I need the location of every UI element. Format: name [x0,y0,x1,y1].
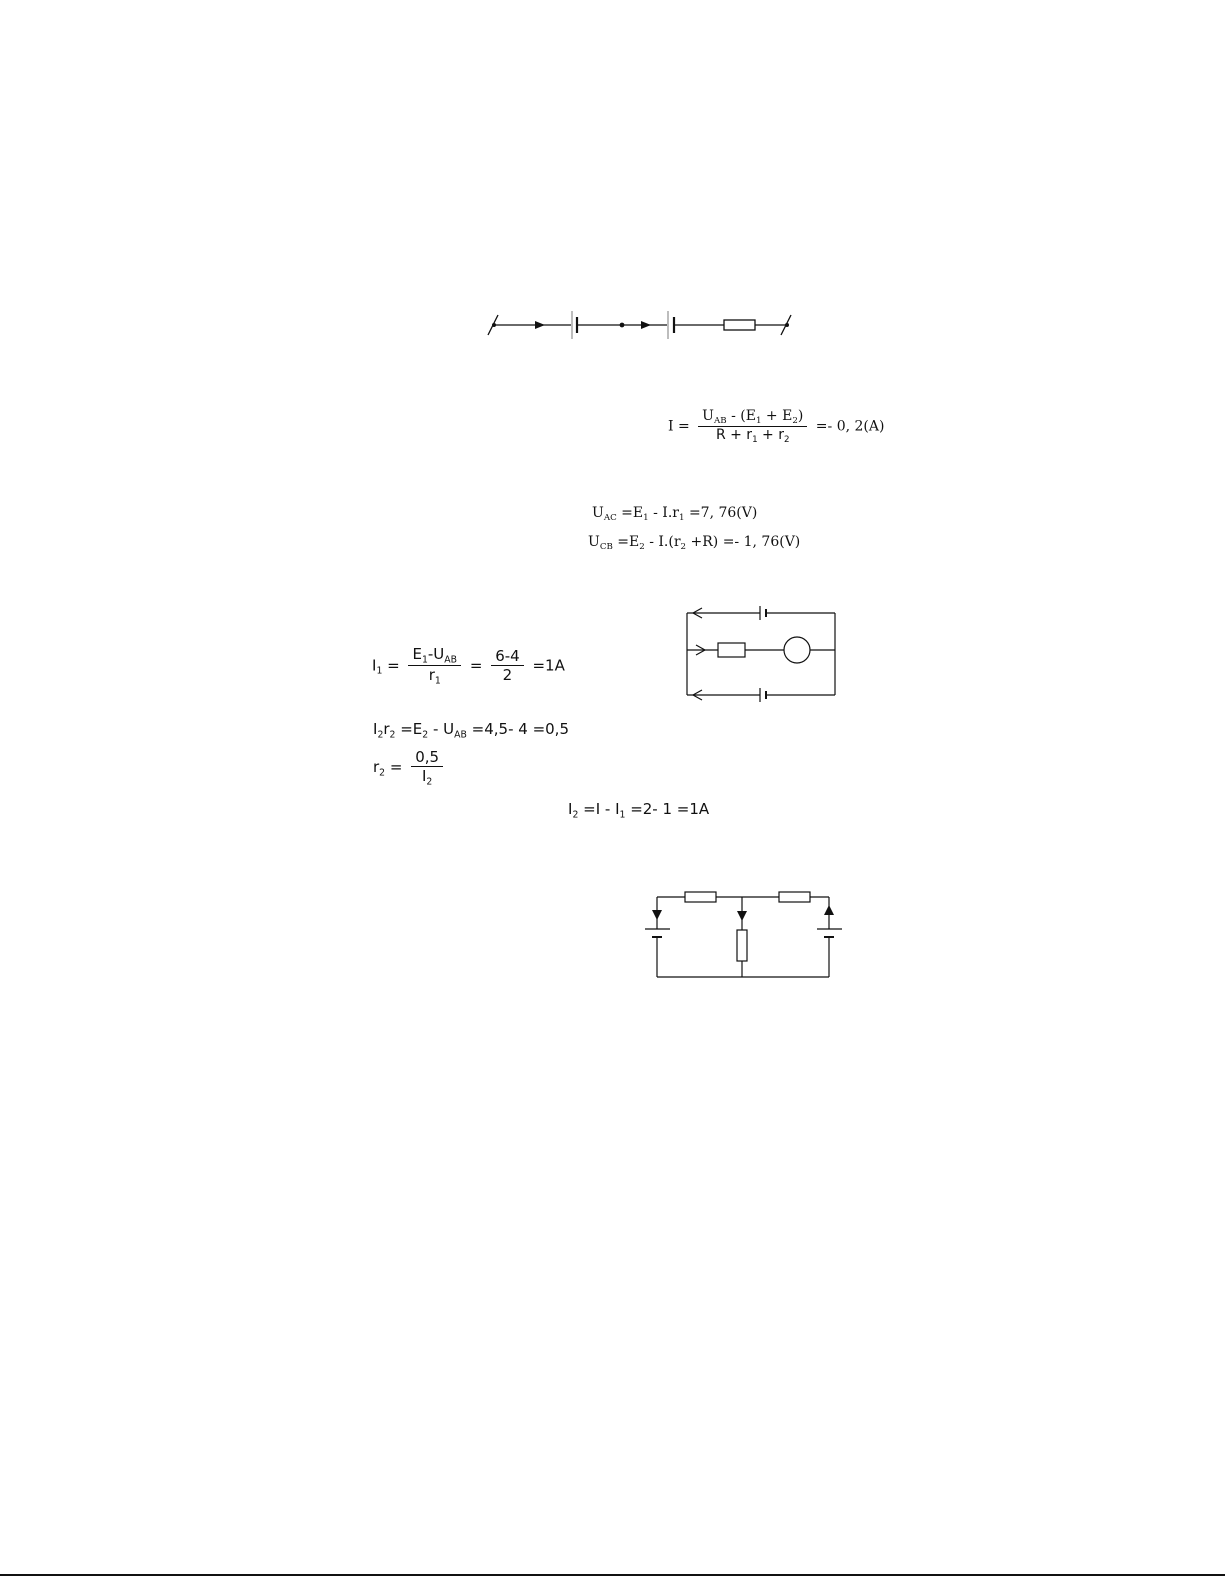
branch-circuit-diagram [485,305,805,350]
uac-equation: $U_{AC} =E_1 - I.r_1 =7$, 76(V) [592,505,758,524]
ucb-equation: $U_{CB} =E_2 - I.(r_2 +R) =- 1$, 76(V) [588,534,801,553]
i1-equation: $I_1$ = $\frac{E_1-U_{AB}}{r_1}$ = $\frac{6-4}{2}$ =1A [372,645,565,687]
r2-equation: $r_2$ = $\frac{0,5}{I_2}$ [373,748,447,787]
i2-equation: $I_2 =I - I_1 =2-$ 1 =1A [568,800,710,821]
page-bottom-rule [0,1574,1225,1576]
parallel-circuit-diagram [680,600,845,705]
current-equation: I = $\frac{U_{AB} - (E_1 + E_2)}{R + r_1 + r_2}$ =- 0, 2(A) [668,408,885,446]
i2r2-equation: $I_2r_2 =E_2 - U_{AB} =4,5-$ 4 =0,5 [373,720,569,741]
network-circuit-diagram [640,885,850,985]
